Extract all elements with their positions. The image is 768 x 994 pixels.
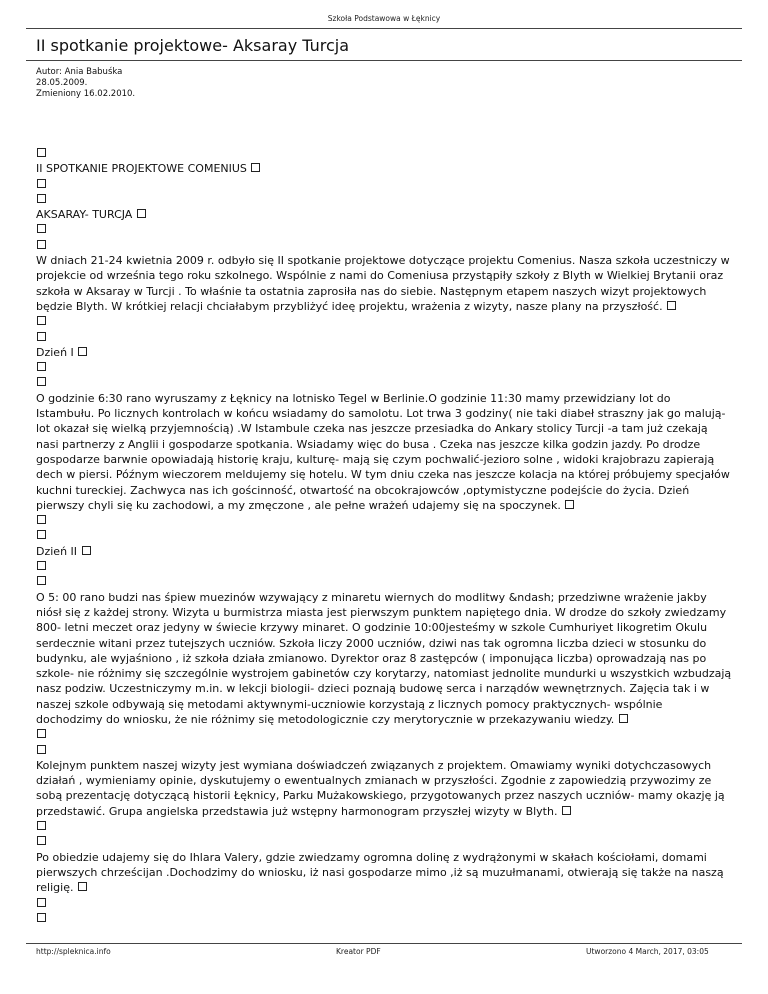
footer-divider <box>26 943 742 944</box>
body-line <box>36 375 732 390</box>
body-line <box>36 911 732 926</box>
placeholder-box-icon <box>37 530 46 539</box>
title-divider <box>26 60 742 61</box>
body-line <box>36 834 732 849</box>
body-line <box>36 528 732 543</box>
placeholder-box-icon <box>37 240 46 249</box>
placeholder-box-icon <box>37 745 46 754</box>
body-line <box>36 513 732 528</box>
body-line <box>36 391 732 513</box>
article-title: II spotkanie projektowe- Aksaray Turcja <box>36 36 350 55</box>
placeholder-box-icon <box>137 209 146 218</box>
placeholder-box-icon <box>37 898 46 907</box>
body-line <box>36 896 732 911</box>
article-author: Autor: Ania Babuśka <box>36 67 123 77</box>
body-line-text: AKSARAY- TURCJA <box>36 208 136 222</box>
body-line <box>36 544 732 559</box>
placeholder-box-icon <box>565 500 574 509</box>
placeholder-box-icon <box>37 179 46 188</box>
body-line <box>36 253 732 314</box>
header-divider <box>26 28 742 29</box>
body-line <box>36 222 732 237</box>
placeholder-box-icon <box>37 148 46 157</box>
article-modified: Zmieniony 16.02.2010. <box>36 89 136 99</box>
placeholder-box-icon <box>37 576 46 585</box>
body-line <box>36 161 732 176</box>
body-line <box>36 743 732 758</box>
body-line <box>36 850 732 896</box>
article-meta <box>36 67 135 100</box>
placeholder-box-icon <box>37 515 46 524</box>
placeholder-box-icon <box>619 714 628 723</box>
placeholder-box-icon <box>251 163 260 172</box>
body-line <box>36 819 732 834</box>
site-header: Szkoła Podstawowa w Łęknicy <box>327 14 441 23</box>
body-line <box>36 177 732 192</box>
body-line-text: II SPOTKANIE PROJEKTOWE COMENIUS <box>36 162 251 176</box>
body-line-text: W dniach 21-24 kwietnia 2009 r. odbyło się II spotkanie projektowe dotyczące projektu Comenius. Nasza szkoła uczestniczy w projekcie od września tego roku szkolnego. Wspólnie z nami do Comeniusa przystąpiły szkoły z Blyth w Wielkiej Brytanii oraz szkoła w Aksaray w Turcji . To właśnie ta ostatnia zaprosiła nas do siebie. Następnym etapem naszych wizyt projektowych będzie Blyth. W krótkiej relacji chciałabym przybliżyć ideę projektu, wrażenia z wizyty, nasze plany na przyszłość. <box>36 254 730 313</box>
body-line-text: Dzień II <box>36 544 81 558</box>
body-line-text: Po obiedzie udajemy się do Ihlara Valery, gdzie zwiedzamy ogromna dolinę z wydrążonymi w skałach kościołami, domami pierwszych chrześcijan .Dochodzimy do wniosku, iż nasi gospodarze mimo ,iż są muzułmanami, otwierają się także na naszą religię. <box>36 850 724 895</box>
body-line <box>36 238 732 253</box>
body-line <box>36 330 732 345</box>
placeholder-box-icon <box>37 821 46 830</box>
placeholder-box-icon <box>78 882 87 891</box>
placeholder-box-icon <box>37 194 46 203</box>
placeholder-box-icon <box>37 377 46 386</box>
body-line <box>36 559 732 574</box>
placeholder-box-icon <box>82 546 91 555</box>
placeholder-box-icon <box>667 301 676 310</box>
article-date: 28.05.2009. <box>36 78 88 88</box>
footer-created: Utworzono 4 March, 2017, 03:05 <box>586 947 709 956</box>
body-line <box>36 574 732 589</box>
placeholder-box-icon <box>37 561 46 570</box>
body-line-text: O 5: 00 rano budzi nas śpiew muezinów wzywający z minaretu wiernych do modlitwy &ndash; przedziwne wrażenie jakby niósł się z każdej strony. Wizyta u burmistrza miasta jest pierwszym punktem napiętego dnia. W drodze do szkoły zwiedzamy 800- letni meczet oraz jedyny w świecie krzywy minaret. O godzinie 10:00jesteśmy w szkole Cumhuriyet Iikogretim Okulu serdecznie witani przez tutejszych uczniów. Szkoła liczy 2000 uczniów, dziwi nas tak ogromna liczba dzieci w stosunku do budynku, ale wyjaśniono , iż szkoła działa zmianowo. Dyrektor oraz 8 zastępców ( imponująca liczba) oprowadzają nas po szkole- nie różnimy się szczególnie wystrojem gabinetów czy korytarzy, natomiast jednolite mundurki u wszystkich wzbudzają nasz podziw. Uczestniczymy m.in. w lekcji biologii- dzieci poznają budowę serca i narządów wewnętrznych. Zajęcia tak i w naszej szkole odbywają się metodami aktywnymi-uczniowie korzystają z licznych pomocy praktycznych- wspólnie dochodzimy do wniosku, że nie różnimy się metodologicznie czy merytorycznie w przekazywaniu wiedzy. <box>36 590 732 726</box>
footer-generator: Kreator PDF <box>336 947 381 956</box>
body-line-text: Dzień I <box>36 345 78 359</box>
body-line <box>36 758 732 819</box>
placeholder-box-icon <box>562 806 571 815</box>
placeholder-box-icon <box>37 729 46 738</box>
placeholder-box-icon <box>37 332 46 341</box>
body-line <box>36 345 732 360</box>
placeholder-box-icon <box>37 362 46 371</box>
body-line <box>36 727 732 742</box>
body-line-text: Kolejnym punktem naszej wizyty jest wymiana doświadczeń związanych z projektem. Omawiamy wyniki dotychczasowych działań , wymieniamy opinie, dyskutujemy o ewentualnych zmianach w przyszłości. Zgodnie z zapowiedzią przywozimy ze sobą prezentację dotyczącą historii Łęknicy, Parku Mużakowskiego, przygotowanych przez naszych uczniów- mamy okazję ją przedstawić. Grupa angielska przedstawia już wstępny harmonogram przyszłej wizyty w Blyth. <box>36 758 725 818</box>
body-line <box>36 590 732 728</box>
body-line <box>36 146 732 161</box>
body-line <box>36 360 732 375</box>
body-line <box>36 207 732 222</box>
body-line <box>36 192 732 207</box>
body-line-text: O godzinie 6:30 rano wyruszamy z Łęknicy na lotnisko Tegel w Berlinie.O godzinie 11:30 mamy przewidziany lot do Istambułu. Po licznych kontrolach w końcu wsiadamy do samolotu. Lot trwa 3 godziny( nie taki diabeł straszny jak go malują- lot okazał się wielką przyjemnością) .W Istambule czeka nas jeszcze przesiadka do Ankary stolicy Turcji -a tam już czekają nasi partnerzy z Anglii i gospodarze spotkania. Wsiadamy więc do busa . Czeka nas jeszcze kilka godzin jazdy. Po drodze gospodarze barwnie opowiadają historię kraju, kulturę- mają się czym pochwalić-jezioro solne , widoki krajobrazu zapierają dech w piersi. Późnym wieczorem meldujemy się hotelu. W tym dniu czeka nas jeszcze kolacja na której próbujemy specjałów kuchni tureckiej. Zachwyca nas ich gościnność, otwartość na obcokrajowców ,optymistyczne podejście do życia. Dzień pierwszy chyli się ku zachodowi, a my zmęczone , ale pełne wrażeń udajemy się na spoczynek. <box>36 391 730 512</box>
article-body <box>36 146 732 926</box>
placeholder-box-icon <box>37 224 46 233</box>
placeholder-box-icon <box>37 913 46 922</box>
footer-url-link[interactable]: http://spleknica.info <box>36 947 111 956</box>
body-line <box>36 314 732 329</box>
placeholder-box-icon <box>37 316 46 325</box>
placeholder-box-icon <box>37 836 46 845</box>
placeholder-box-icon <box>78 347 87 356</box>
